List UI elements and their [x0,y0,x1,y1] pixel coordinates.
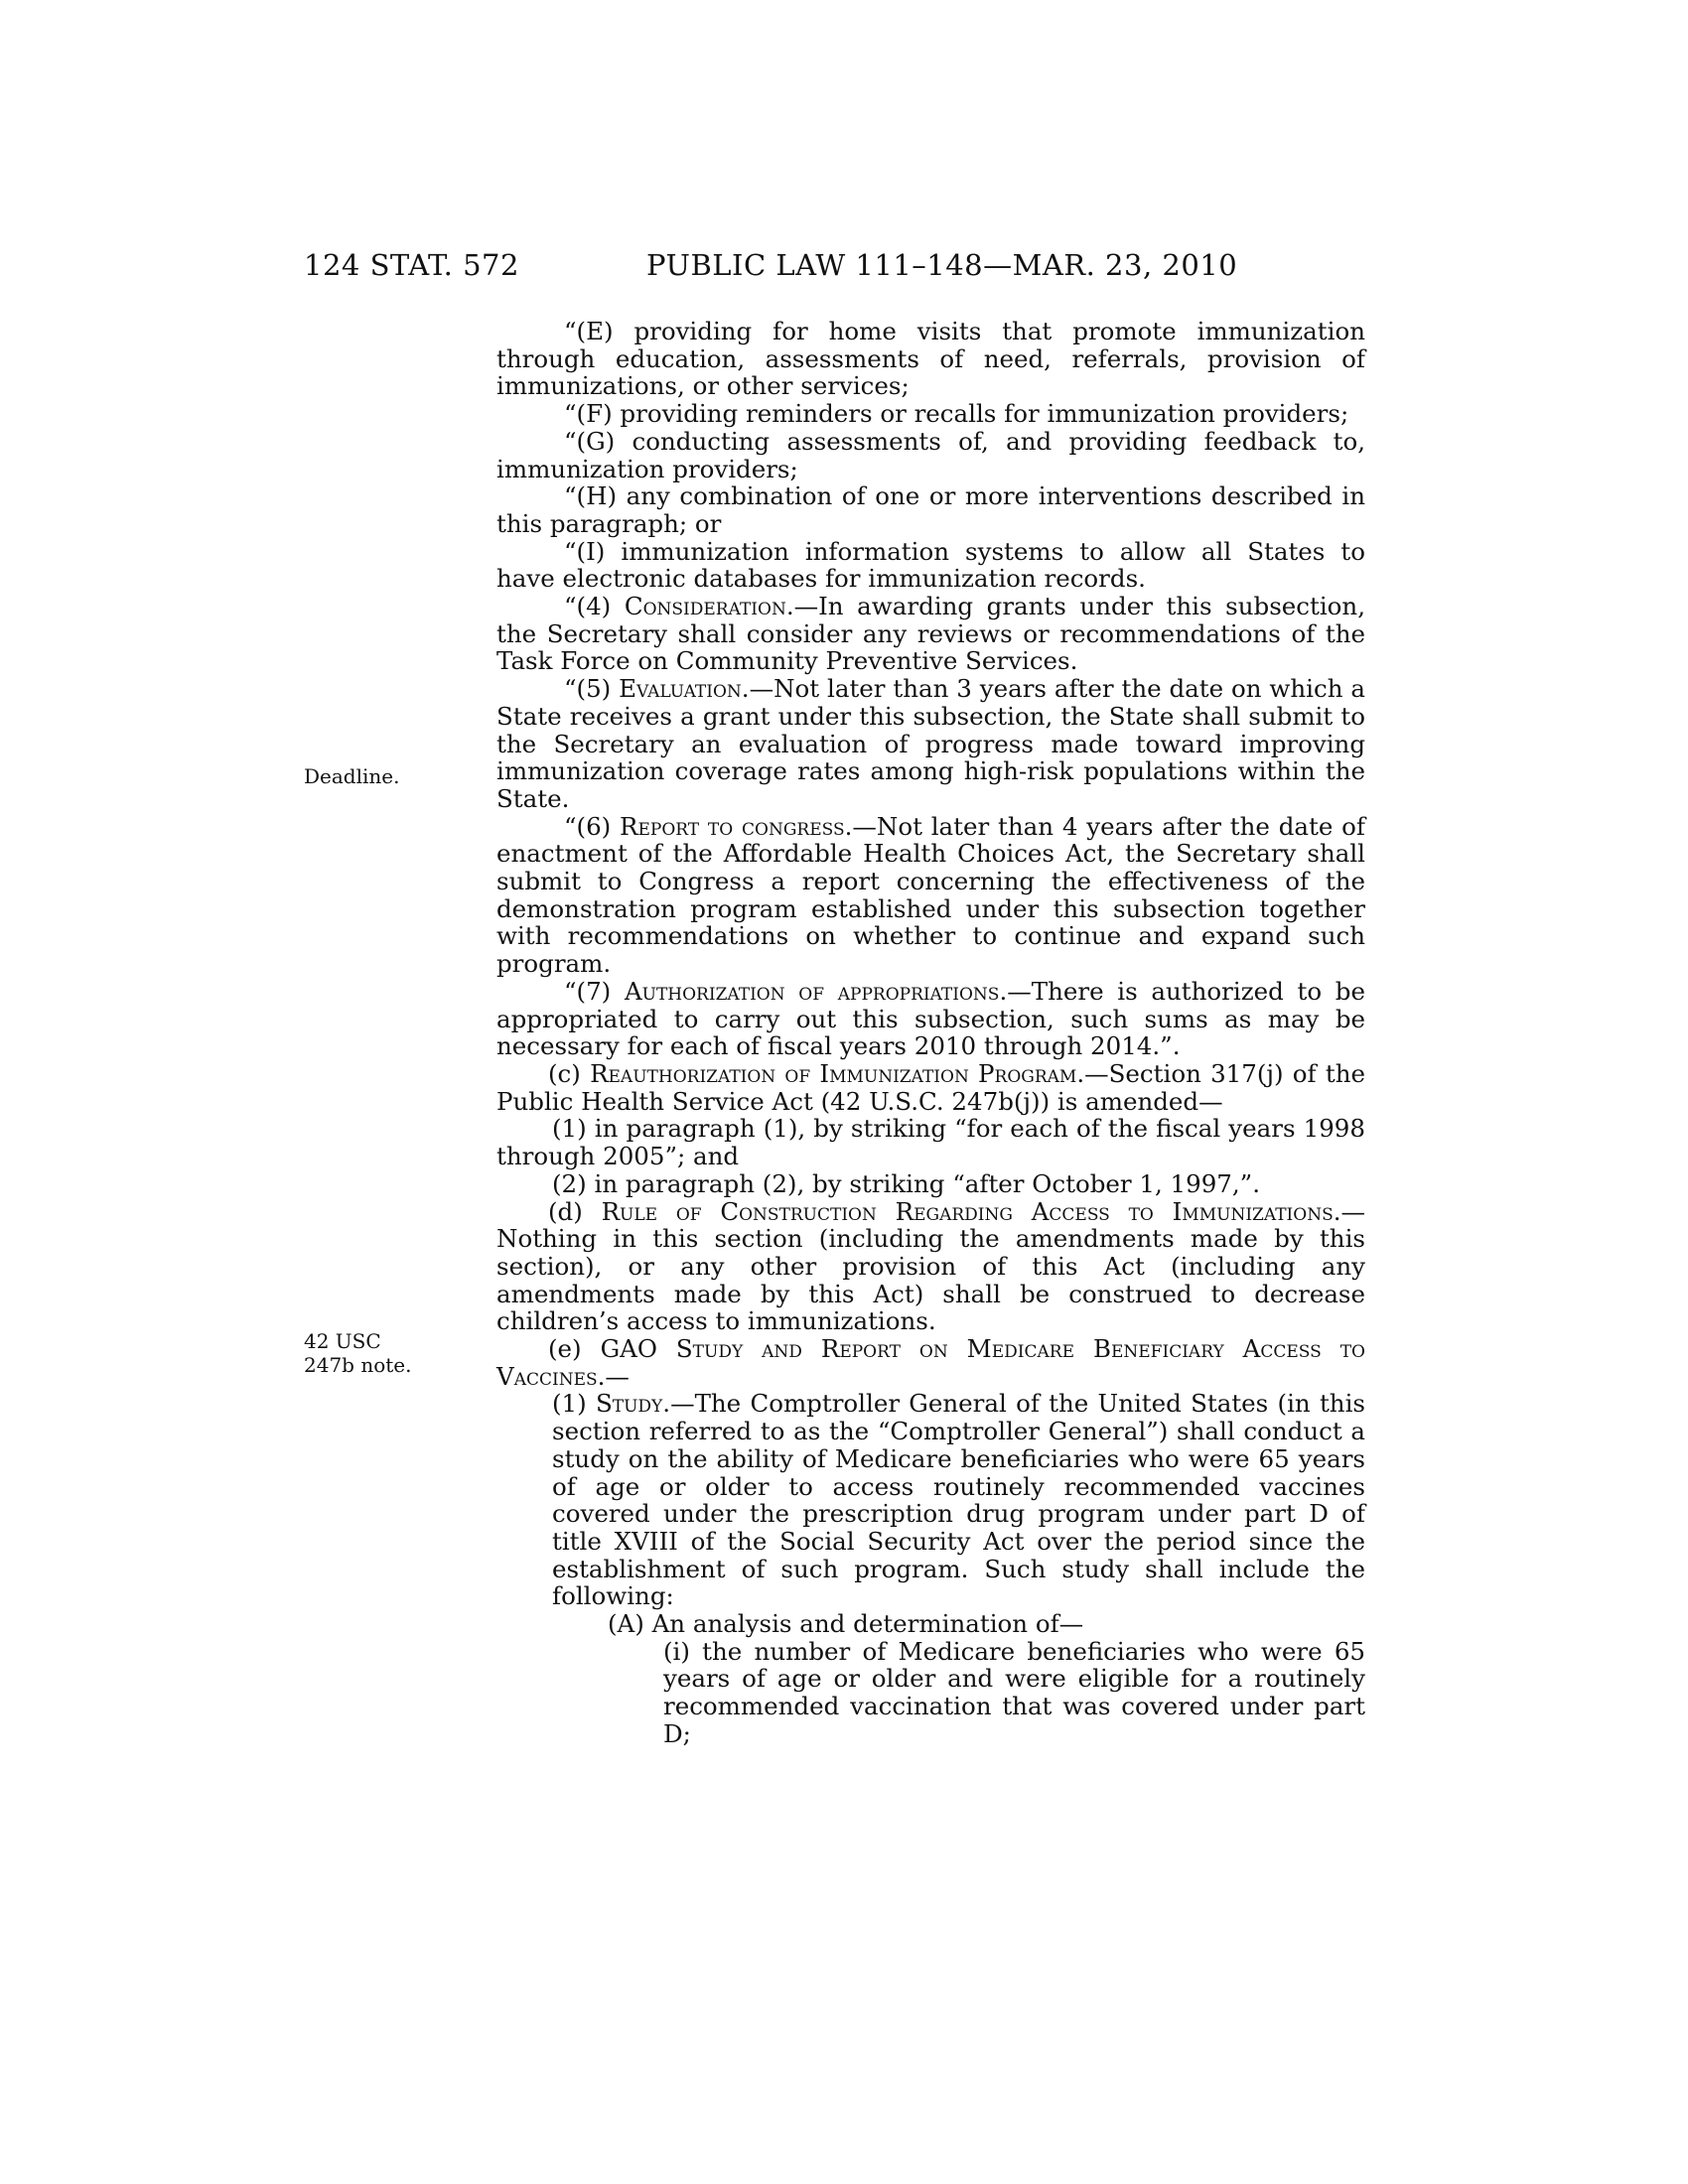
paragraph-4-heading: Consideration. [624,592,794,621]
page-running-head: PUBLIC LAW 111–148—MAR. 23, 2010 [646,248,1238,282]
subsection-e-heading: GAO Study and Report on Medicare Beneficiary Access to Vaccines. [496,1334,1365,1391]
subsection-d-text: —Nothing in this section (including the amendments made by this section), or any other provision of this Act (including any amendments made by this Act) shall be construed to decrease children’s access to immunizations. [496,1196,1366,1336]
subsection-e-study-heading: Study. [595,1389,671,1419]
paragraph-4-consideration [496,593,1365,675]
page-stat-citation: 124 STAT. 572 [304,248,519,282]
subsection-e-study [496,1390,1365,1610]
paragraph-f: “(F) providing reminders or recalls for immunization providers; [564,399,1349,429]
paragraph-h: “(H) any combination of one or more interventions described in this paragraph; or [496,481,1365,538]
subsection-e-letter: (e) [548,1334,601,1364]
paragraph-7-number: “(7) [564,976,625,1006]
margin-note-deadline: Deadline. [304,764,400,788]
subsection-c-item-2: (2) in paragraph (2), by striking “after October 1, 1997,”. [552,1168,1260,1198]
subsection-c-heading: Reauthorization of Immunization Program. [590,1058,1085,1088]
subsection-c [496,1060,1365,1115]
subsection-d-letter: (d) [548,1196,602,1226]
paragraph-6-report [496,813,1365,978]
subsection-e-study-text: —The Comptroller General of the United States (in this section referred to as the “Comptroller General”) shall conduct a study on the ability of Medicare beneficiaries who were 65 years of age or older to access routinely recommended vaccines covered under the prescription drug program under part D of title XVIII of the Social Security Act over the period since the establishment of such program. Such study shall include the following: [552,1389,1365,1611]
paragraph-6-heading: Report to congress. [620,811,853,841]
paragraph-5-heading: Evaluation. [619,674,750,704]
subsection-d [496,1198,1365,1336]
paragraph-5-number: “(5) [564,674,620,704]
margin-note-usc-citation: 42 USC 247b note. [304,1329,412,1377]
subsection-e-study-number: (1) [552,1389,596,1419]
subsection-d-heading: Rule of Construction Regarding Access to Immunizations. [601,1196,1341,1226]
paragraph-7-heading: Authorization of appropriations. [624,976,1008,1006]
paragraph-4-number: “(4) [564,592,625,621]
paragraph-7-authorization [496,978,1365,1060]
subsection-c-letter: (c) [548,1058,591,1088]
paragraph-4-text: —In awarding grants under this subsection, the Secretary shall consider any reviews or recommendations of the Task Force on Community Preventive Services. [496,592,1365,676]
subsection-e-study-item-a: (A) An analysis and determination of— [608,1609,1084,1639]
subsection-c-item-1: (1) in paragraph (1), by striking “for each of the fiscal years 1998 through 2005”; and [496,1114,1365,1171]
subsection-e-study-item-i: (i) the number of Medicare beneficiaries who were 65 years of age or older and were eligible for a routinely recommended vaccination that was covered under part D; [663,1636,1365,1748]
subsection-e [496,1335,1365,1390]
paragraph-i: “(I) immunization information systems to allow all States to have electronic databases for immunization records. [496,536,1365,594]
paragraph-7-text: —There is authorized to be appropriated to carry out this subsection, such sums as may be necessary for each of fiscal years 2010 through 2014.”. [496,976,1365,1061]
paragraph-e: “(E) providing for home visits that promote immunization through education, assessments of need, referrals, provision of immunizations, or other services; [496,317,1365,401]
body-text [496,318,1365,1748]
subsection-c-text: —Section 317(j) of the Public Health Service Act (42 U.S.C. 247b(j)) is amended— [496,1058,1365,1116]
paragraph-6-text: —Not later than 4 years after the date of enactment of the Affordable Health Choices Act, the Secretary shall submit to Congress a report concerning the effectiveness of the demonstration program established under this subsection together with recommendations on whether to continue and expand such program. [496,811,1365,979]
paragraph-6-number: “(6) [564,811,621,841]
subsection-e-dash: — [605,1361,630,1391]
paragraph-g: “(G) conducting assessments of, and providing feedback to, immunization providers; [496,426,1365,483]
paragraph-5-text: —Not later than 3 years after the date on which a State receives a grant under this subsection, the State shall submit to the Secretary an evaluation of progress made toward improving immunization coverage rates among high-risk populations within the State. [496,674,1365,813]
paragraph-5-evaluation [496,675,1365,813]
